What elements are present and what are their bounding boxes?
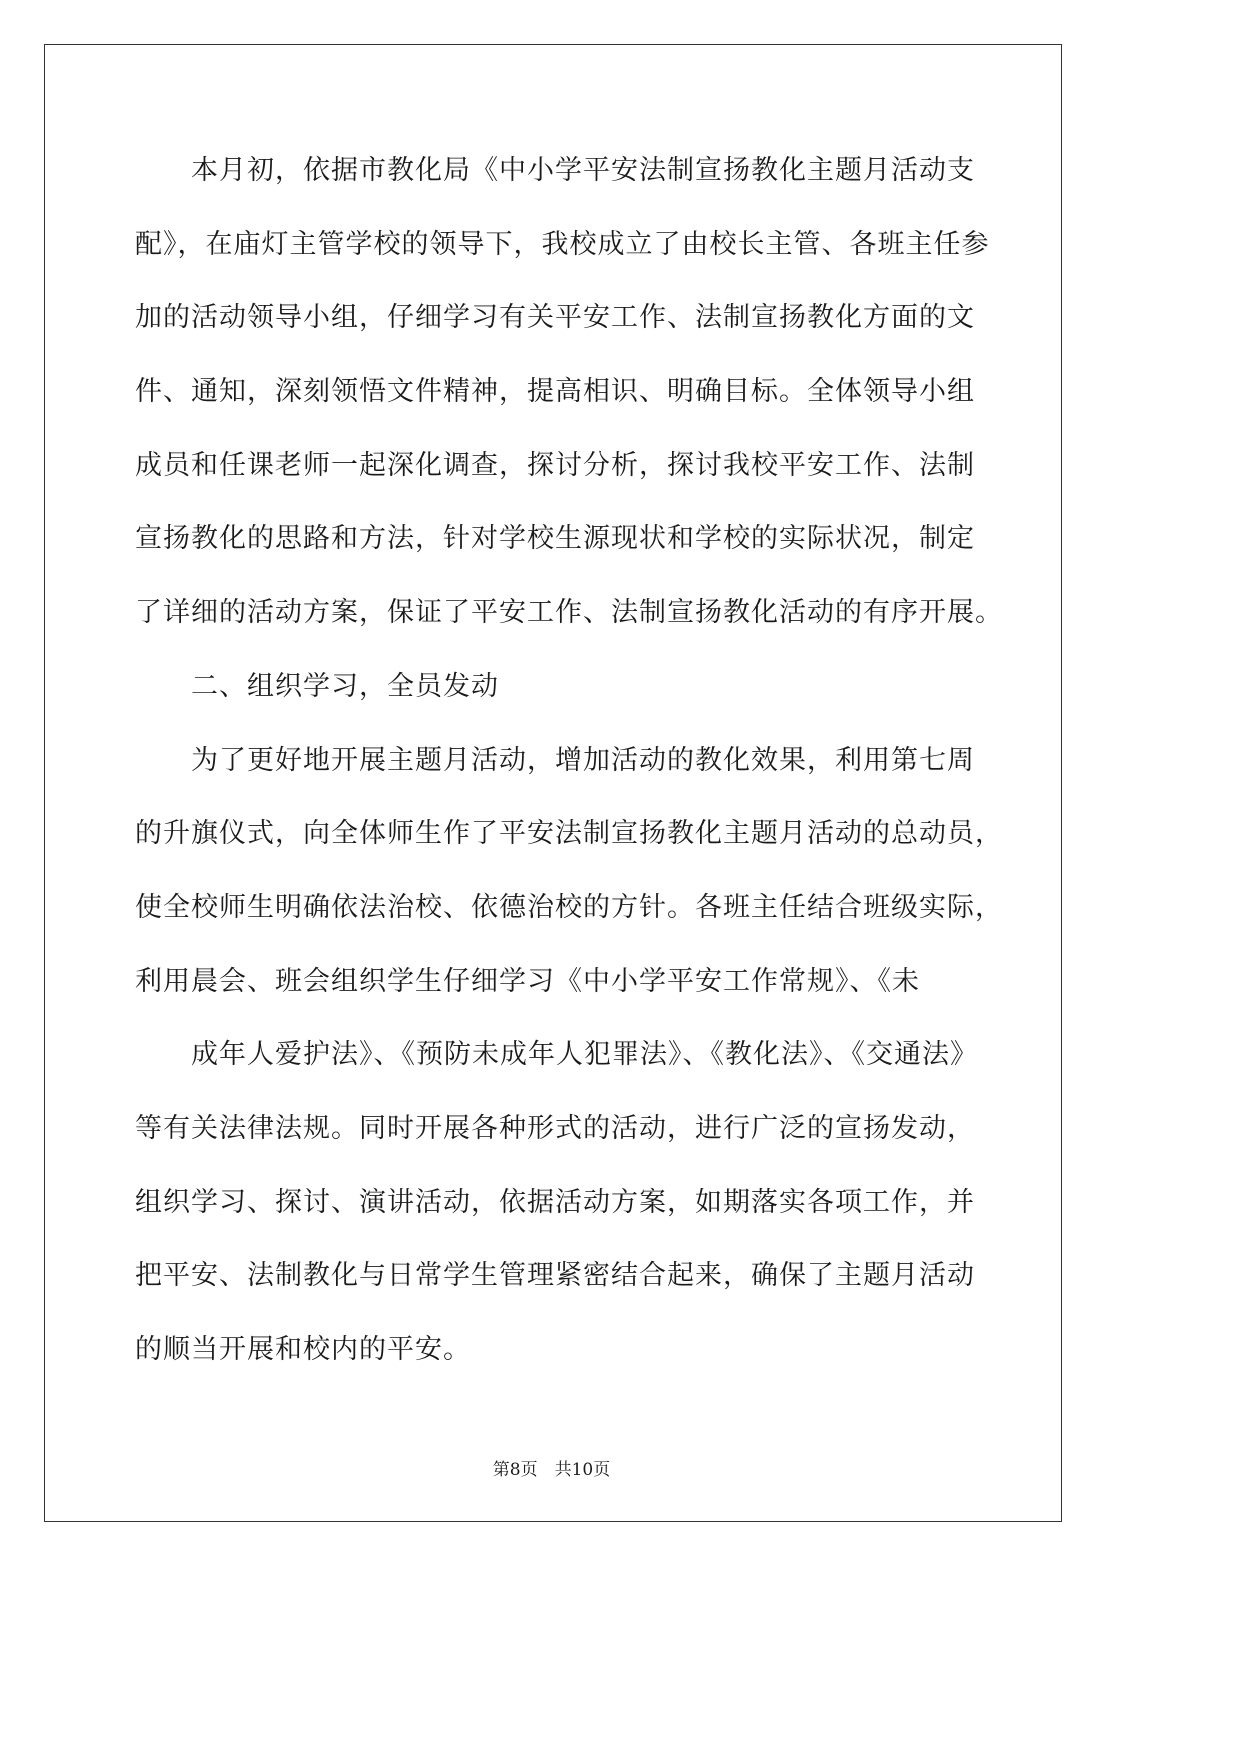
text-line: 二、组织学习，全员发动 [191, 670, 499, 702]
text-line: 件、通知，深刻领悟文件精神，提高相识、明确目标。全体领导小组 [135, 376, 975, 408]
text-line: 成员和任课老师一起深化调查，探讨分析，探讨我校平安工作、法制 [135, 449, 975, 481]
text-line: 配》，在庙灯主管学校的领导下，我校成立了由校长主管、各班主任参 [135, 228, 990, 260]
text-line: 加的活动领导小组，仔细学习有关平安工作、法制宣扬教化方面的文 [135, 302, 975, 334]
text-line: 成年人爱护法》、《预防未成年人犯罪法》、《教化法》、《交通法》 [191, 1039, 978, 1071]
text-line: 本月初，依据市教化局《中小学平安法制宣扬教化主题月活动支 [191, 155, 975, 186]
text-line: 使全校师生明确依法治校、依德治校的方针。各班主任结合班级实际， [135, 891, 1003, 923]
text-line: 利用晨会、班会组织学生仔细学习《中小学平安工作常规》、《未 [135, 965, 920, 997]
text-line: 把平安、法制教化与日常学生管理紧密结合起来，确保了主题月活动 [135, 1260, 975, 1292]
text-line: 了详细的活动方案，保证了平安工作、法制宣扬教化活动的有序开展。 [135, 597, 1003, 629]
text-line: 宣扬教化的思路和方法，针对学校生源现状和学校的实际状况，制定 [135, 523, 975, 555]
page-number-footer: 第8页 共10页 [492, 1460, 611, 1480]
text-line: 组织学习、探讨、演讲活动，依据活动方案，如期落实各项工作，并 [135, 1186, 975, 1218]
text-line: 为了更好地开展主题月活动，增加活动的教化效果，利用第七周 [191, 744, 975, 776]
text-line: 的顺当开展和校内的平安。 [135, 1334, 471, 1365]
text-line: 等有关法律法规。同时开展各种形式的活动，进行广泛的宣扬发动， [135, 1112, 975, 1144]
document-body [135, 148, 1003, 1401]
text-line: 的升旗仪式，向全体师生作了平安法制宣扬教化主题月活动的总动员， [135, 818, 1003, 850]
